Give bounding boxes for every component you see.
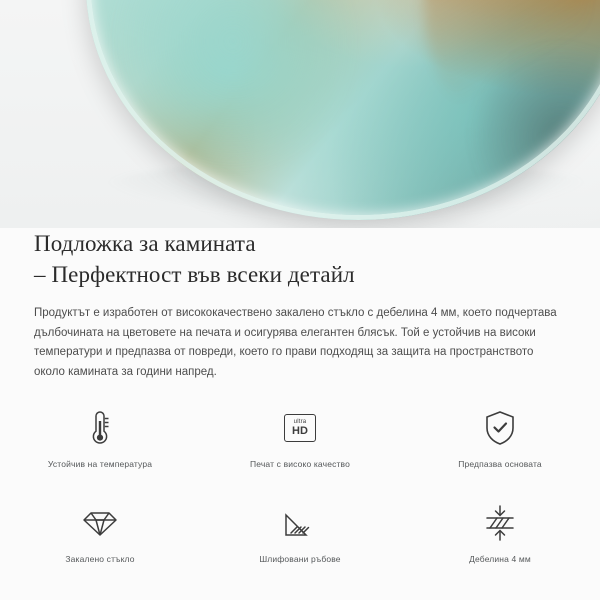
feature-print-quality <box>200 396 400 469</box>
headline-line-1: Подложка за камината <box>34 231 256 256</box>
shield-check-icon <box>484 406 516 450</box>
feature-polished-edges <box>200 491 400 564</box>
polished-edges-icon <box>283 501 317 545</box>
feature-label: Шлифовани ръбове <box>259 554 341 564</box>
feature-row-1 <box>0 396 600 469</box>
feature-label: Печат с високо качество <box>250 459 350 469</box>
feature-grid <box>0 396 600 564</box>
feature-label: Дебелина 4 мм <box>469 554 531 564</box>
feature-protects-surface <box>400 396 600 469</box>
ultra-hd-bottom-text: HD <box>292 425 308 437</box>
hero-product-image <box>0 0 600 228</box>
body-paragraph: Продуктът е изработен от висококачествено закалено стъкло с дебелина 4 мм, което подчертава дълбочината на цветовете на печата и осигурява елегантен блясък. Той е устойчив на високи температури и предпазва от повреди, което го прави подходящ за защита на пространството около камината за години напред. <box>34 307 557 378</box>
feature-label: Устойчив на температура <box>47 459 153 469</box>
feature-label: Предпазва основата <box>458 459 542 469</box>
ultra-hd-top-text: ultra <box>293 419 307 425</box>
feature-label: Закалено стъкло <box>65 554 135 564</box>
feature-tempered-glass <box>0 491 200 564</box>
text-content <box>0 228 600 382</box>
feature-thickness <box>400 491 600 564</box>
diamond-icon <box>82 501 118 545</box>
headline-line-2: – Перфектност във всеки детайл <box>34 262 355 287</box>
thickness-arrows-icon <box>483 501 517 545</box>
feature-row-2 <box>0 491 600 564</box>
ultra-hd-icon <box>284 406 316 450</box>
thermometer-icon <box>87 406 113 450</box>
feature-temperature-resistant <box>0 396 200 469</box>
page-title <box>0 228 600 290</box>
